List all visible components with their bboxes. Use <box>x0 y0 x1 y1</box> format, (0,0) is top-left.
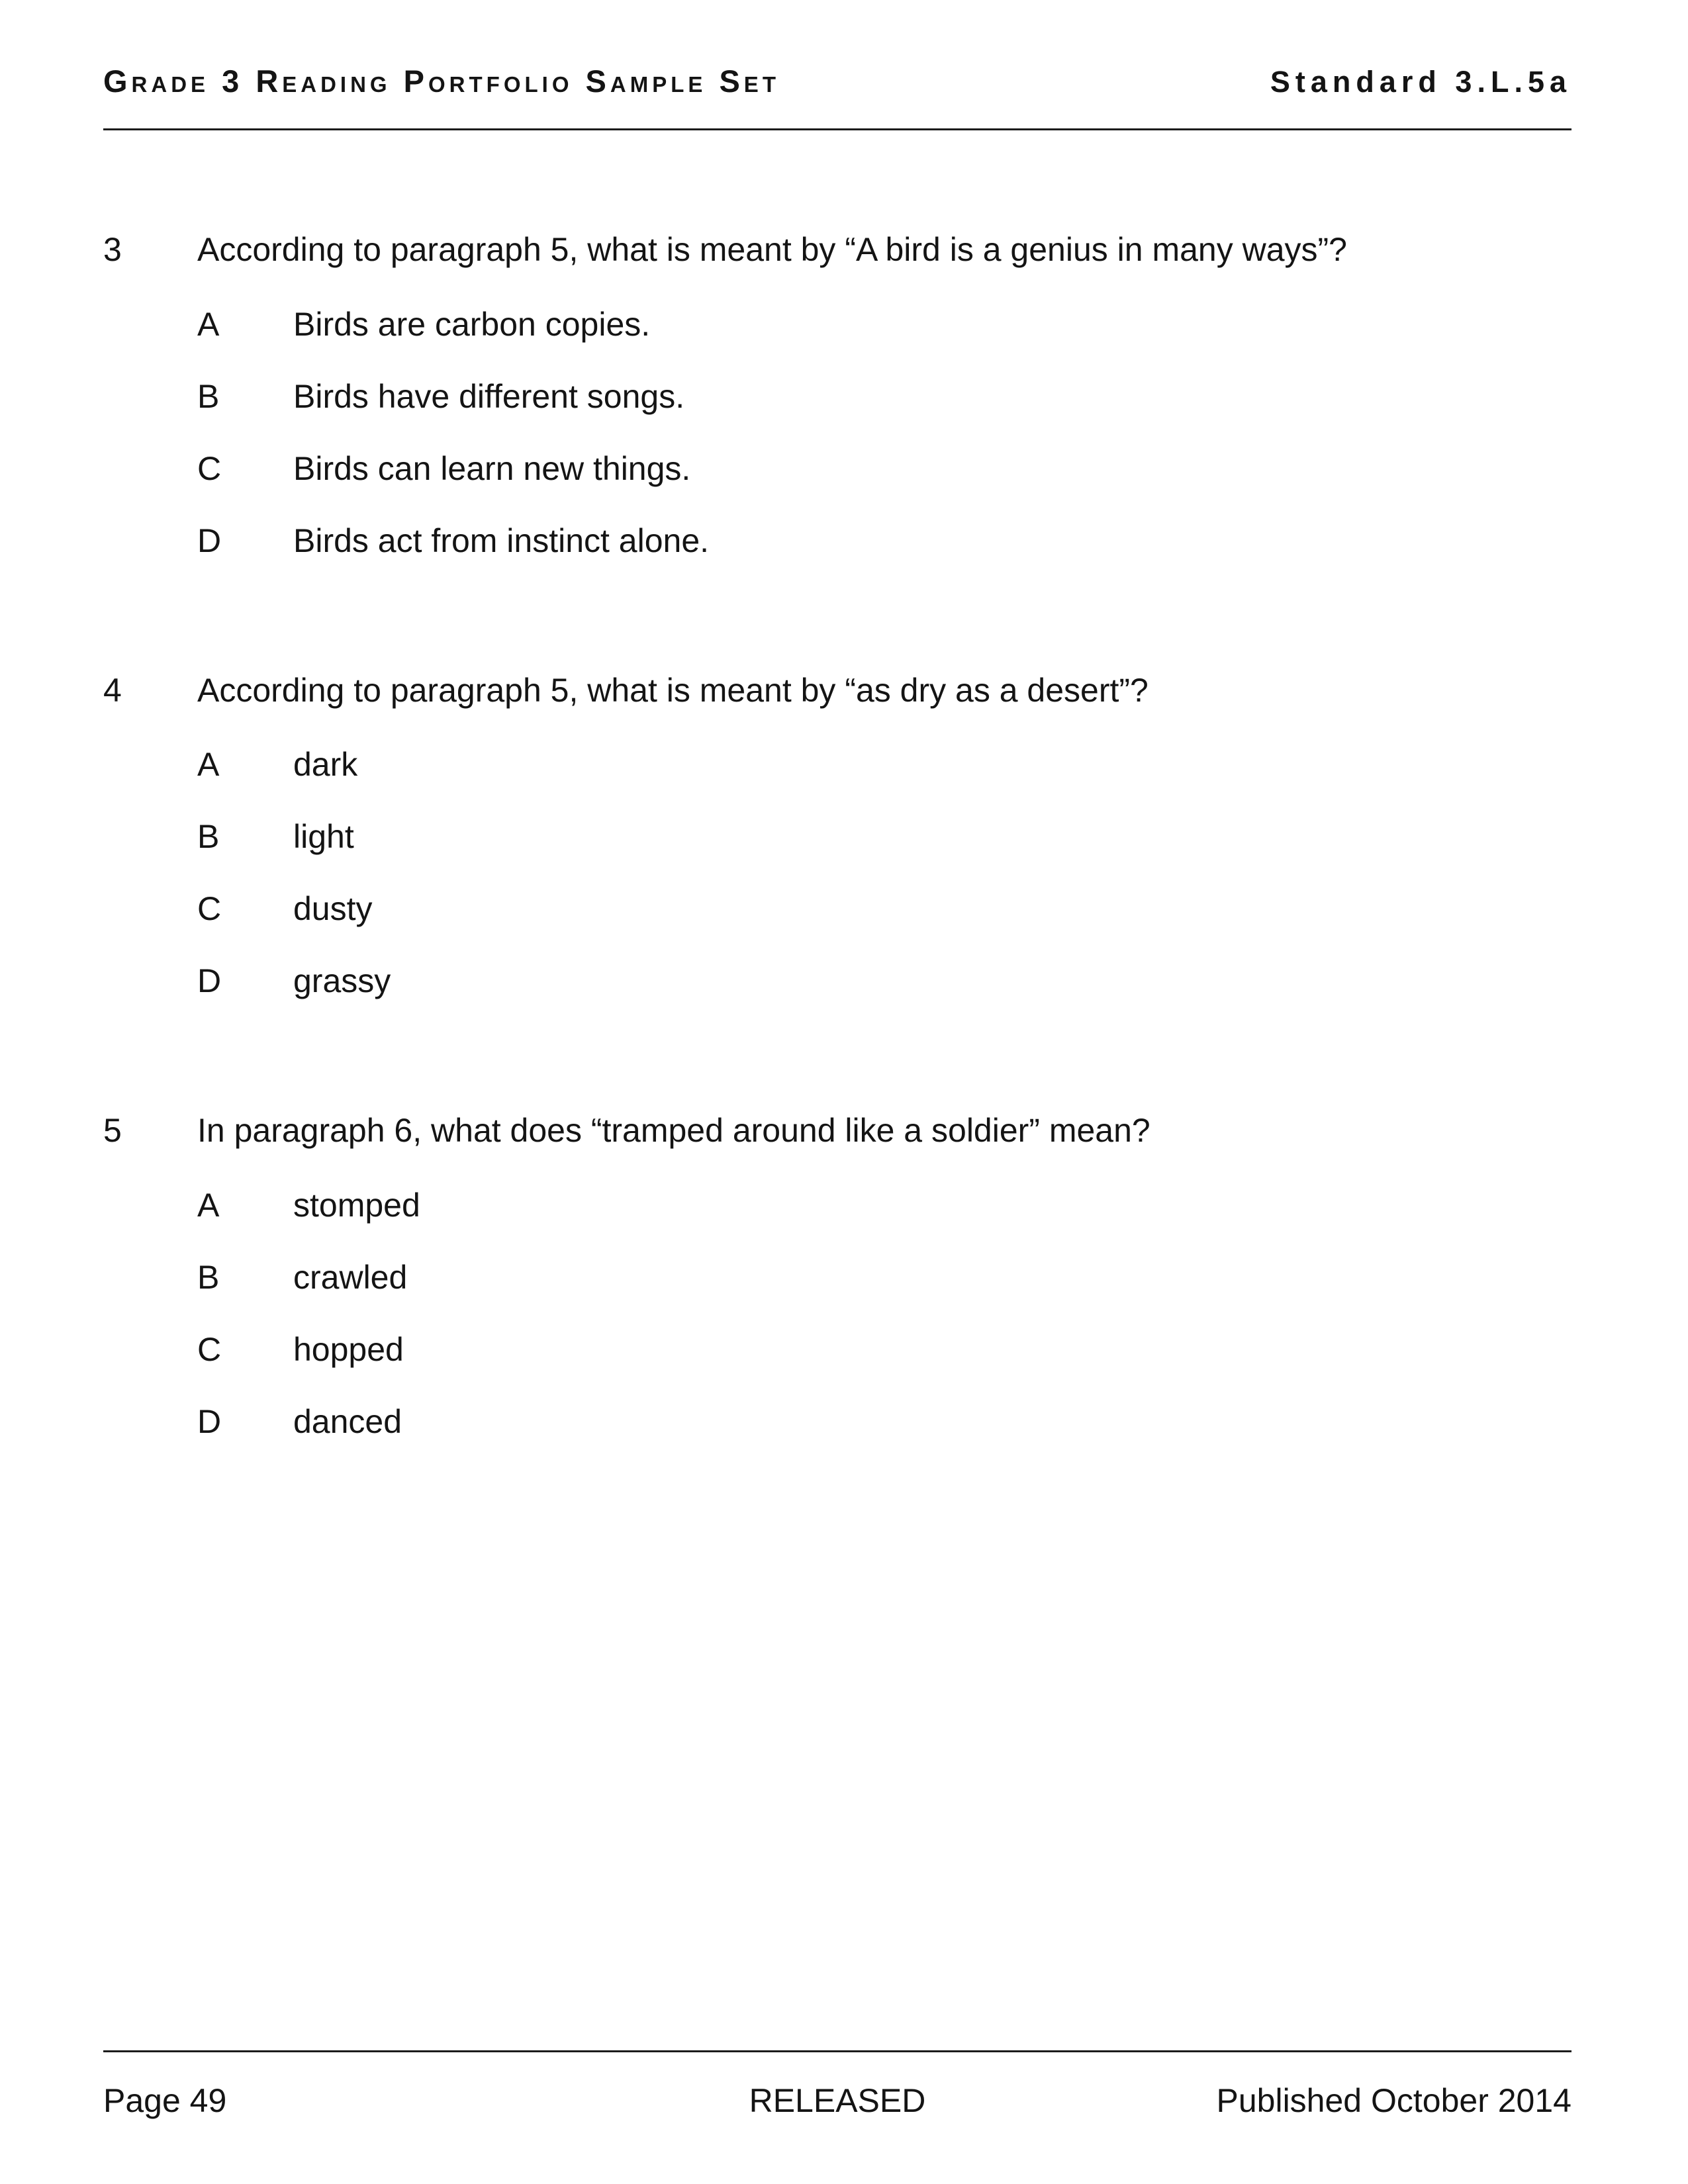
document-title: Grade 3 Reading Portfolio Sample Set <box>103 64 780 99</box>
choice-letter: B <box>197 818 220 855</box>
choice-text: stomped <box>293 1186 420 1224</box>
choice-letter: D <box>197 522 222 559</box>
answer-choices <box>197 306 1571 559</box>
choice-text: danced <box>293 1402 402 1440</box>
choice-text: hopped <box>293 1330 404 1368</box>
published-date: Published October 2014 <box>1216 2082 1571 2119</box>
choice-text: dusty <box>293 890 373 927</box>
choice-text: Birds are carbon copies. <box>293 305 651 343</box>
choice-text: Birds have different songs. <box>293 377 685 415</box>
choice-letter: C <box>197 1330 222 1368</box>
question-text: According to paragraph 5, what is meant by “A bird is a genius in many ways”? <box>197 231 1347 268</box>
answer-choice <box>197 306 1571 343</box>
answer-choices <box>197 1187 1571 1440</box>
released-label: RELEASED <box>749 2082 926 2119</box>
choice-letter: D <box>197 1402 222 1440</box>
choice-letter: C <box>197 890 222 927</box>
choice-text: crawled <box>293 1258 408 1296</box>
choice-text: Birds can learn new things. <box>293 449 691 487</box>
choice-letter: B <box>197 377 220 415</box>
choice-letter: D <box>197 962 222 999</box>
header-divider <box>103 128 1571 130</box>
answer-choice <box>197 891 1571 927</box>
choice-letter: A <box>197 305 220 343</box>
question-text: In paragraph 6, what does “tramped around like a soldier” mean? <box>197 1112 1150 1149</box>
choice-letter: A <box>197 746 220 783</box>
choice-text: dark <box>293 746 358 783</box>
choice-text: grassy <box>293 962 391 999</box>
question-row <box>103 1112 1571 1150</box>
question-row <box>103 231 1571 269</box>
answer-choice <box>197 451 1571 487</box>
questions-section <box>103 231 1571 1440</box>
answer-choice <box>197 963 1571 999</box>
page-footer <box>103 2050 1571 2120</box>
answer-choice <box>197 523 1571 559</box>
page-number: Page 49 <box>103 2082 227 2119</box>
page-header <box>103 63 1571 99</box>
answer-choice <box>197 747 1571 783</box>
question-3 <box>103 231 1571 559</box>
choice-text: light <box>293 818 354 855</box>
question-text: According to paragraph 5, what is meant by “as dry as a desert”? <box>197 671 1149 709</box>
answer-choice <box>197 1332 1571 1368</box>
answer-choice <box>197 1259 1571 1296</box>
choice-text: Birds act from instinct alone. <box>293 522 710 559</box>
standard-label: Standard 3.L.5a <box>1270 65 1571 99</box>
answer-choice <box>197 1187 1571 1224</box>
answer-choice <box>197 379 1571 415</box>
question-5 <box>103 1112 1571 1440</box>
question-number: 5 <box>103 1112 122 1149</box>
choice-letter: A <box>197 1186 220 1224</box>
question-number: 4 <box>103 671 122 709</box>
question-number: 3 <box>103 231 122 268</box>
choice-letter: B <box>197 1258 220 1296</box>
choice-letter: C <box>197 449 222 487</box>
question-4 <box>103 672 1571 1000</box>
question-row <box>103 672 1571 710</box>
answer-choice <box>197 819 1571 855</box>
answer-choice <box>197 1404 1571 1440</box>
answer-choices <box>197 747 1571 999</box>
